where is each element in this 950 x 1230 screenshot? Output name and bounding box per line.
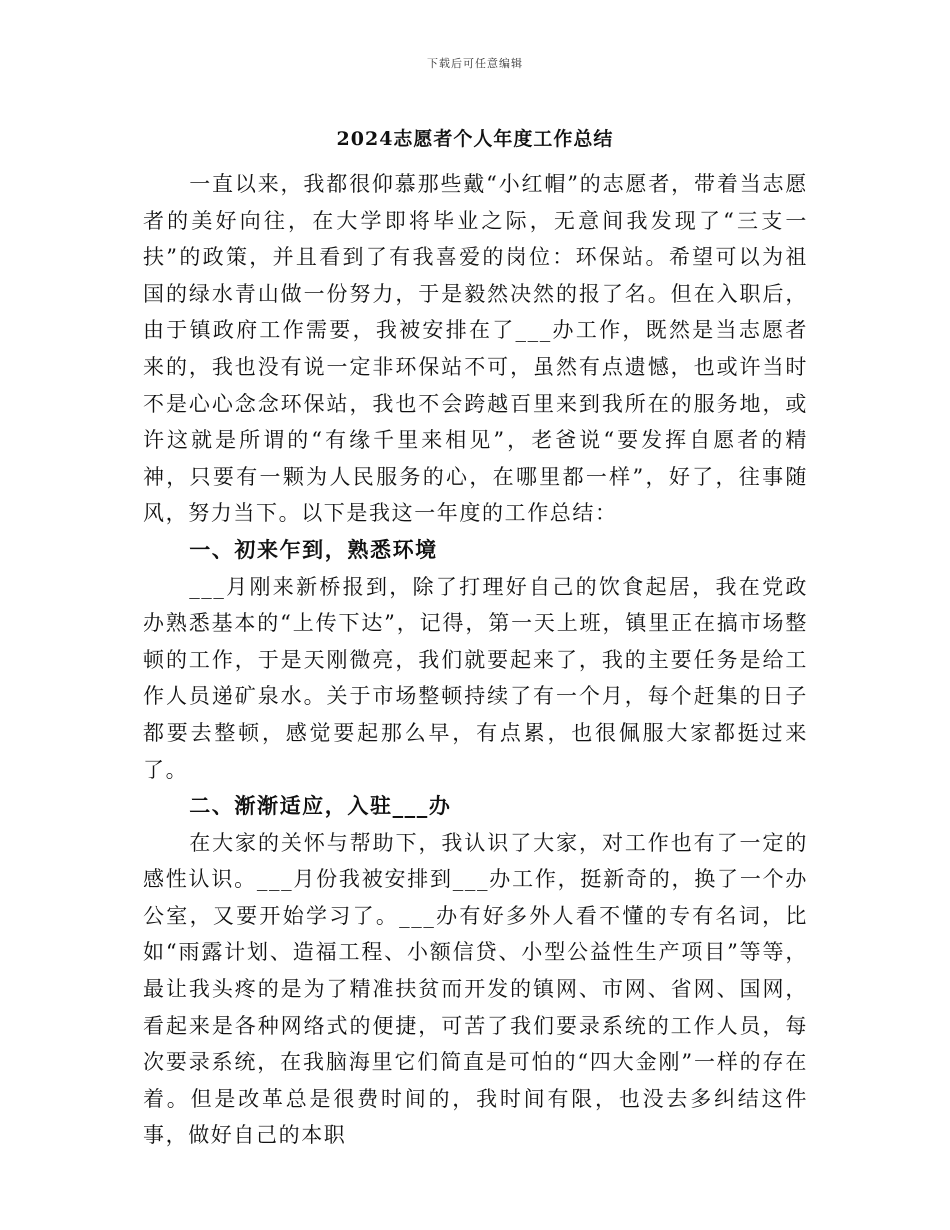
paragraph-section-2: 在大家的关怀与帮助下，我认识了大家，对工作也有了一定的感性认识。___月份我被安排到___办工作，挺新奇的，换了一个办公室，又要开始学习了。___办有好多外人看不懂的专有名词，比如“雨露计划、造福工程、小额信贷、小型公益性生产项目”等等，最让我头疼的是为了精准扶贫而开发的镇网、市网、省网、国网，看起来是各种网络式的便捷，可苦了我们要录系统的工作人员，每次要录系统，在我脑海里它们简直是可怕的“四大金刚”一样的存在着。但是改革总是很费时间的，我时间有限，也没去多纠结这件事，做好自己的本职 xyxy=(143,830,808,1148)
paragraph-section-1: ___月刚来新桥报到，除了打理好自己的饮食起居，我在党政办熟悉基本的“上传下达”，记得，第一天上班，镇里正在搞市场整顿的工作，于是天刚微亮，我们就要起来了，我的主要任务是给工作人员递矿泉水。关于市场整顿持续了有一个月，每个赶集的日子都要去整顿，感觉要起那么早，有点累，也很佩服大家都挺过来了。 xyxy=(143,574,808,782)
document-body xyxy=(143,166,808,1154)
section-heading-2: 二、渐渐适应，入驻___办 xyxy=(189,793,452,819)
section-heading-1: 一、初来乍到，熟悉环境 xyxy=(189,536,438,562)
header-note: 下载后可任意编辑 xyxy=(427,57,523,70)
document-title: 2024志愿者个人年度工作总结 xyxy=(336,128,614,150)
paragraph-intro: 一直以来，我都很仰慕那些戴“小红帽”的志愿者，带着当志愿者的美好向往，在大学即将毕业之际，无意间我发现了“三支一扶”的政策，并且看到了有我喜爱的岗位：环保站。希望可以为祖国的绿水青山做一份努力，于是毅然决然的报了名。但在入职后，由于镇政府工作需要，我被安排在了___办工作，既然是当志愿者来的，我也没有说一定非环保站不可，虽然有点遗憾，也或许当时不是心心念念环保站，我也不会跨越百里来到我所在的服务地，或许这就是所谓的“有缘千里来相见”，老爸说“要发挥自愿者的精神，只要有一颗为人民服务的心，在哪里都一样”，好了，往事随风，努力当下。以下是我这一年度的工作总结： xyxy=(143,172,808,526)
